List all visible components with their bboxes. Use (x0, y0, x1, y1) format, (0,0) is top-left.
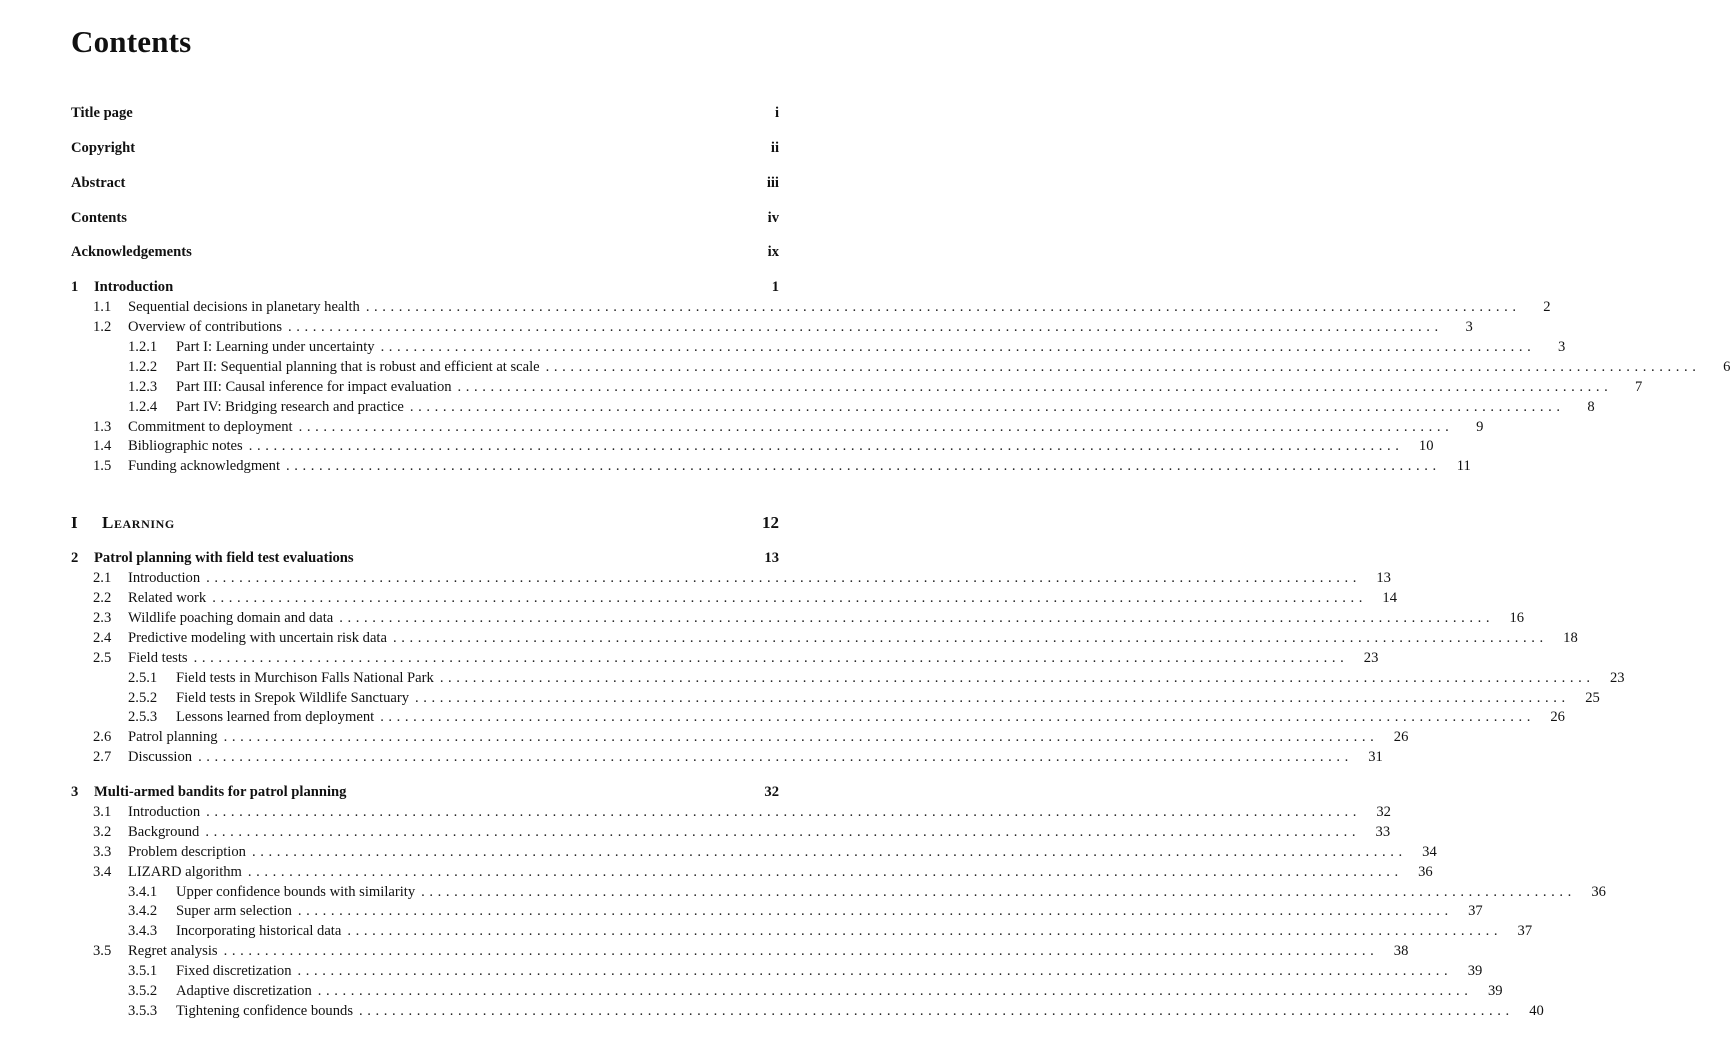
toc-entry-title-page[interactable] (71, 104, 779, 122)
subsection-number: 3.5.1 (128, 963, 158, 979)
section-number: 1.4 (93, 438, 112, 454)
toc-section[interactable] (71, 609, 1525, 627)
section-title: Patrol planning (128, 729, 218, 745)
section-number: 3.1 (93, 804, 112, 820)
section-number: 2.4 (93, 630, 112, 646)
toc-entry-contents[interactable] (71, 209, 779, 227)
section-page: 10 (1418, 438, 1434, 454)
section-page: 3 (1465, 319, 1473, 335)
section-title: Discussion (128, 749, 193, 765)
dot-leader: ............................................................................................................................................ (298, 419, 1454, 435)
section-page: 31 (1368, 749, 1383, 765)
entry-page: i (774, 105, 779, 121)
section-title: Introduction (128, 570, 201, 586)
subsection-title: Adaptive discretization (176, 983, 312, 999)
dot-leader: ............................................................................................................................................ (212, 590, 1367, 606)
subsection-number: 3.4.2 (128, 903, 158, 919)
subsection-number: 1.2.1 (128, 339, 158, 355)
toc-subsection[interactable] (71, 338, 1566, 356)
subsection-page: 7 (1635, 379, 1643, 395)
section-title: LIZARD algorithm (128, 864, 242, 880)
subsection-page: 26 (1550, 709, 1565, 725)
toc-entry-acknowledgements[interactable] (71, 243, 779, 261)
toc-chapter-1[interactable] (71, 278, 779, 296)
section-number: 2.3 (93, 610, 112, 626)
subsection-title: Part III: Causal inference for impact evaluation (176, 379, 452, 395)
dot-leader: ............................................................................................................................................ (297, 903, 1453, 919)
section-title: Commitment to deployment (128, 419, 293, 435)
part-page: 12 (762, 513, 779, 532)
dot-leader: ............................................................................................................................................ (545, 359, 1701, 375)
entry-title: Title page (71, 105, 133, 121)
subsection-page: 25 (1585, 690, 1600, 706)
toc-subsection[interactable] (71, 902, 1483, 920)
toc-subsection[interactable] (71, 689, 1600, 707)
subsection-number: 2.5.2 (128, 690, 158, 706)
toc-section[interactable] (71, 748, 1383, 766)
section-number: 3.4 (93, 864, 112, 880)
dot-leader: ............................................................................................................................................ (206, 570, 1361, 586)
toc-chapter-2[interactable] (71, 549, 779, 567)
toc-subsection[interactable] (71, 922, 1533, 940)
subsection-title: Incorporating historical data (176, 923, 342, 939)
dot-leader: ............................................................................................................................................ (365, 299, 1521, 315)
section-number: 3.5 (93, 943, 112, 959)
dot-leader: ............................................................................................................................................ (415, 690, 1570, 706)
toc-section[interactable] (71, 457, 1471, 475)
dot-leader: ............................................................................................................................................ (421, 884, 1576, 900)
section-number: 1.5 (93, 458, 112, 474)
toc-section[interactable] (71, 803, 1391, 821)
toc-section[interactable] (71, 823, 1391, 841)
toc-chapter-3[interactable] (71, 783, 779, 801)
dot-leader: ............................................................................................................................................ (198, 749, 1353, 765)
chapter-page: 32 (764, 784, 779, 800)
toc-section[interactable] (71, 589, 1397, 607)
toc-section[interactable] (71, 942, 1409, 960)
section-page: 11 (1456, 458, 1471, 474)
section-number: 2.1 (93, 570, 112, 586)
toc-part-1[interactable] (71, 512, 779, 533)
subsection-page: 39 (1467, 963, 1483, 979)
toc-entry-copyright[interactable] (71, 139, 779, 157)
toc-subsection[interactable] (71, 708, 1565, 726)
dot-leader: ............................................................................................................................................ (223, 943, 1379, 959)
subsection-page: 23 (1610, 670, 1625, 686)
subsection-number: 2.5.3 (128, 709, 158, 725)
section-page: 23 (1363, 650, 1379, 666)
section-page: 34 (1422, 844, 1437, 860)
subsection-title: Fixed discretization (176, 963, 292, 979)
section-title: Overview of contributions (128, 319, 283, 335)
entry-page: iii (766, 175, 779, 191)
section-page: 38 (1393, 943, 1409, 959)
toc-section[interactable] (71, 863, 1433, 881)
toc-section[interactable] (71, 728, 1409, 746)
section-number: 2.5 (93, 650, 112, 666)
toc-section[interactable] (71, 318, 1473, 336)
section-title: Background (128, 824, 200, 840)
subsection-title: Field tests in Murchison Falls National Park (176, 670, 434, 686)
subsection-title: Tightening confidence bounds (176, 1003, 353, 1019)
chapter-page: 1 (771, 279, 779, 295)
page-title: Contents (71, 24, 192, 59)
section-page: 18 (1563, 630, 1578, 646)
section-number: 1.1 (93, 299, 112, 315)
part-title: Learning (102, 513, 175, 532)
section-number: 2.6 (93, 729, 112, 745)
subsection-number: 1.2.4 (128, 399, 158, 415)
entry-title: Abstract (71, 175, 126, 191)
chapter-number: 2 (71, 550, 79, 566)
dot-leader: ............................................................................................................................................ (251, 844, 1407, 860)
section-page: 9 (1476, 419, 1484, 435)
subsection-title: Super arm selection (176, 903, 292, 919)
subsection-page: 6 (1723, 359, 1730, 375)
dot-leader: ............................................................................................................................................ (247, 864, 1403, 880)
dot-leader: ............................................................................................................................................ (317, 983, 1473, 999)
toc-section[interactable] (71, 437, 1434, 455)
subsection-page: 40 (1529, 1003, 1544, 1019)
section-number: 1.2 (93, 319, 112, 335)
dot-leader: ............................................................................................................................................ (205, 824, 1361, 840)
dot-leader: ............................................................................................................................................ (206, 804, 1361, 820)
section-page: 14 (1382, 590, 1397, 606)
subsection-page: 39 (1487, 983, 1503, 999)
subsection-page: 37 (1517, 923, 1533, 939)
subsection-page: 37 (1468, 903, 1483, 919)
subsection-page: 3 (1558, 339, 1566, 355)
section-number: 3.2 (93, 824, 112, 840)
dot-leader: ............................................................................................................................................ (286, 458, 1441, 474)
dot-leader: ............................................................................................................................................ (439, 670, 1595, 686)
section-page: 36 (1418, 864, 1433, 880)
section-page: 33 (1375, 824, 1391, 840)
chapter-number: 1 (71, 279, 79, 295)
subsection-title: Part II: Sequential planning that is robust and efficient at scale (176, 359, 540, 375)
subsection-number: 3.4.1 (128, 884, 158, 900)
part-number: I (71, 513, 78, 532)
subsection-number: 3.5.2 (128, 983, 158, 999)
entry-page: ii (770, 140, 779, 156)
section-page: 13 (1376, 570, 1391, 586)
subsection-title: Part IV: Bridging research and practice (176, 399, 404, 415)
subsection-title: Field tests in Srepok Wildlife Sanctuary (176, 690, 410, 706)
section-title: Field tests (128, 650, 188, 666)
section-title: Related work (128, 590, 207, 606)
dot-leader: ............................................................................................................................................ (392, 630, 1548, 646)
toc-section[interactable] (71, 298, 1551, 316)
section-number: 3.3 (93, 844, 112, 860)
toc-subsection[interactable] (71, 669, 1625, 687)
dot-leader: ............................................................................................................................................ (193, 650, 1349, 666)
dot-leader: ............................................................................................................................................ (297, 963, 1453, 979)
dot-leader: ............................................................................................................................................ (380, 339, 1536, 355)
entry-title: Copyright (71, 140, 136, 156)
section-title: Funding acknowledgment (128, 458, 280, 474)
toc-section[interactable] (71, 569, 1391, 587)
section-title: Introduction (128, 804, 201, 820)
section-title: Bibliographic notes (128, 438, 243, 454)
chapter-page: 13 (764, 550, 779, 566)
subsection-page: 36 (1591, 884, 1606, 900)
section-title: Problem description (128, 844, 246, 860)
section-title: Sequential decisions in planetary health (128, 299, 360, 315)
subsection-title: Part I: Learning under uncertainty (176, 339, 375, 355)
entry-title: Contents (71, 210, 127, 226)
subsection-number: 1.2.2 (128, 359, 158, 375)
section-page: 32 (1376, 804, 1391, 820)
section-number: 2.2 (93, 590, 112, 606)
toc-section[interactable] (71, 843, 1437, 861)
chapter-title: Multi-armed bandits for patrol planning (94, 784, 347, 800)
toc-entry-abstract[interactable] (71, 174, 779, 192)
section-page: 16 (1509, 610, 1525, 626)
section-title: Regret analysis (128, 943, 218, 959)
subsection-title: Upper confidence bounds with similarity (176, 884, 416, 900)
dot-leader: ............................................................................................................................................ (347, 923, 1503, 939)
toc-subsection[interactable] (71, 1002, 1544, 1020)
subsection-title: Lessons learned from deployment (176, 709, 375, 725)
subsection-number: 3.4.3 (128, 923, 158, 939)
toc-subsection[interactable] (71, 883, 1606, 901)
toc-subsection[interactable] (71, 358, 1730, 376)
dot-leader: ............................................................................................................................................ (248, 438, 1404, 454)
subsection-number: 3.5.3 (128, 1003, 158, 1019)
toc-subsection[interactable] (71, 982, 1503, 1000)
toc-section[interactable] (71, 649, 1379, 667)
toc-section[interactable] (71, 418, 1484, 436)
section-title: Wildlife poaching domain and data (128, 610, 334, 626)
entry-page: ix (767, 244, 779, 260)
section-number: 1.3 (93, 419, 112, 435)
section-page: 2 (1543, 299, 1551, 315)
entry-page: iv (767, 210, 779, 226)
toc-section[interactable] (71, 629, 1578, 647)
subsection-number: 2.5.1 (128, 670, 158, 686)
dot-leader: ............................................................................................................................................ (409, 399, 1565, 415)
section-page: 26 (1393, 729, 1409, 745)
toc-subsection[interactable] (71, 962, 1483, 980)
section-title: Predictive modeling with uncertain risk data (128, 630, 387, 646)
dot-leader: ............................................................................................................................................ (359, 1003, 1514, 1019)
toc-subsection[interactable] (71, 398, 1595, 416)
entry-title: Acknowledgements (71, 244, 192, 260)
toc-subsection[interactable] (71, 378, 1643, 396)
dot-leader: ............................................................................................................................................ (339, 610, 1495, 626)
section-number: 2.7 (93, 749, 112, 765)
chapter-title: Patrol planning with field test evaluations (94, 550, 354, 566)
chapter-title: Introduction (94, 279, 174, 295)
dot-leader: ............................................................................................................................................ (288, 319, 1443, 335)
dot-leader: ............................................................................................................................................ (380, 709, 1535, 725)
chapter-number: 3 (71, 784, 79, 800)
dot-leader: ............................................................................................................................................ (223, 729, 1379, 745)
subsection-number: 1.2.3 (128, 379, 158, 395)
subsection-page: 8 (1587, 399, 1595, 415)
dot-leader: ............................................................................................................................................ (457, 379, 1613, 395)
